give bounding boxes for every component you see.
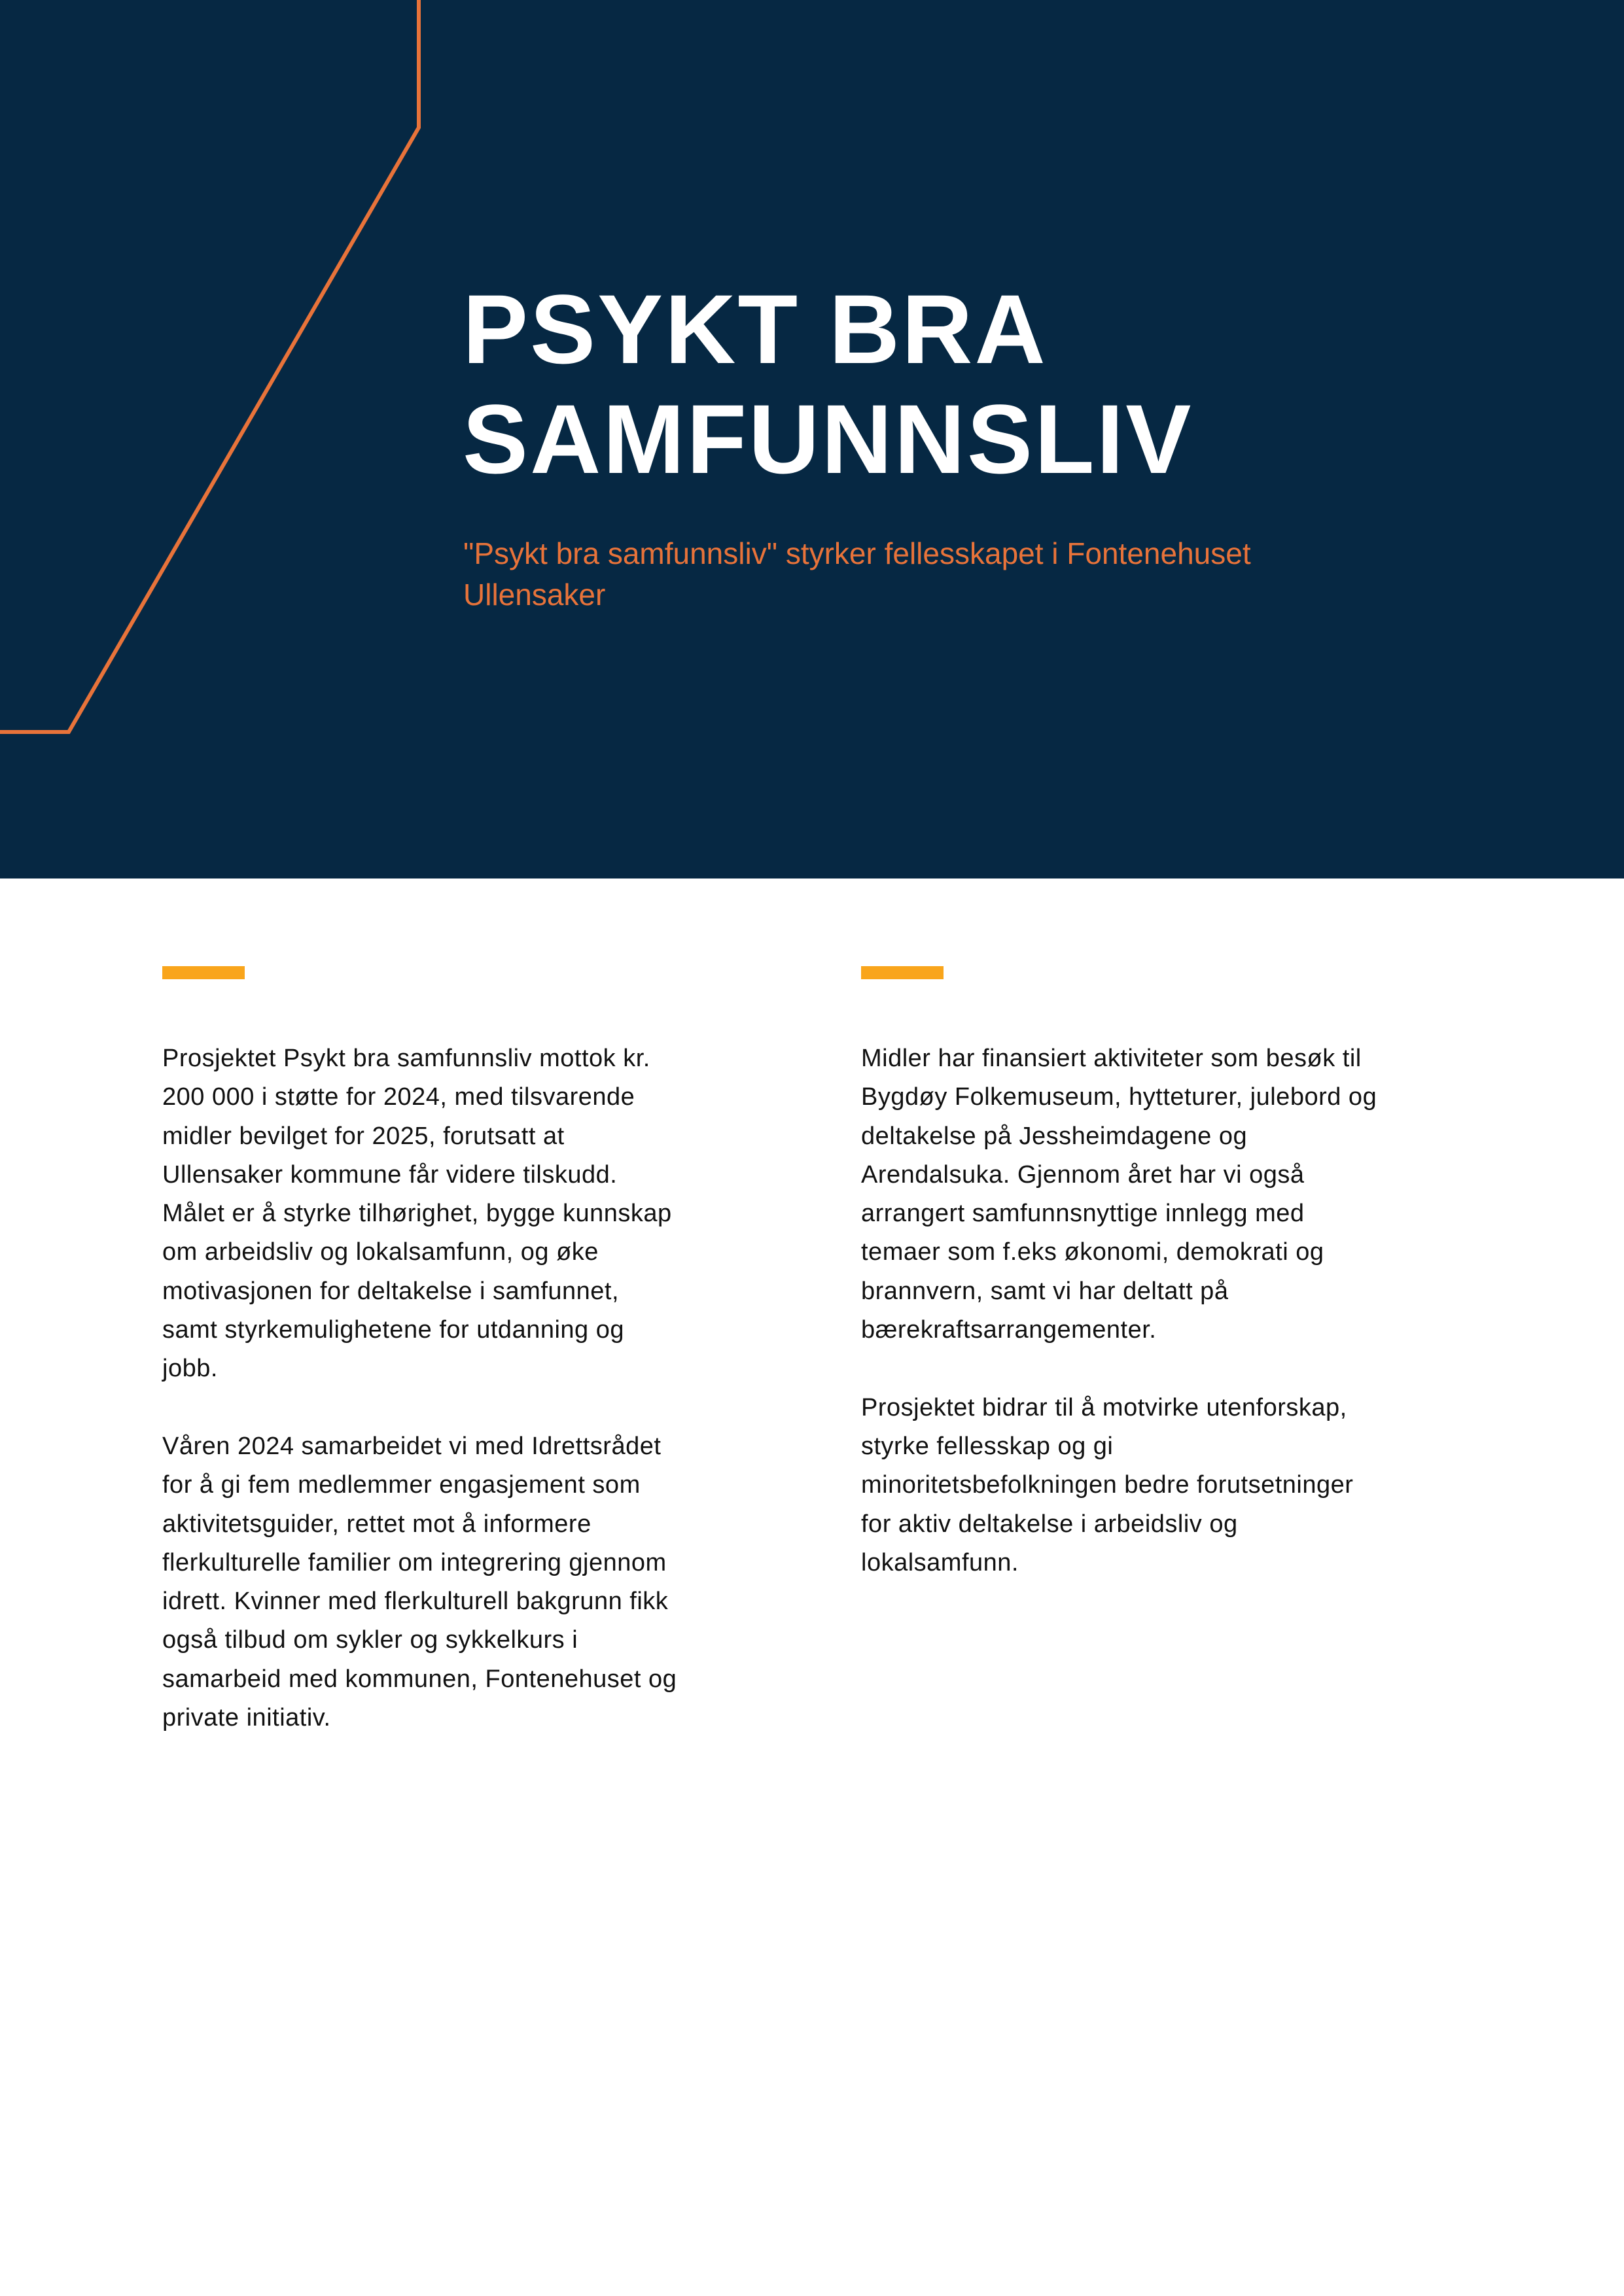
paragraph-line: for aktiv deltakelse i arbeidsliv og — [861, 1510, 1238, 1538]
paragraph-line: 200 000 i støtte for 2024, med tilsvarende — [162, 1083, 635, 1111]
paragraph-line: minoritetsbefolkningen bedre forutsetninger — [861, 1471, 1354, 1499]
page-title — [463, 274, 1193, 494]
paragraph-line: idrett. Kvinner med flerkulturell bakgrunn fikk — [162, 1588, 669, 1616]
paragraph-line: flerkulturelle familier om integrering gjennom — [162, 1548, 667, 1576]
header-banner — [0, 0, 1624, 878]
left-column — [162, 1039, 677, 1777]
paragraph-line: jobb. — [162, 1355, 218, 1383]
paragraph-line: Bygdøy Folkemuseum, hytteturer, julebord og — [861, 1083, 1377, 1111]
subtitle-line: "Psykt bra samfunnsliv" styrker fellesskapet i Fontenehuset — [463, 536, 1251, 570]
paragraph-line: om arbeidsliv og lokalsamfunn, og øke — [162, 1238, 599, 1266]
paragraph-line: temaer som f.eks økonomi, demokrati og — [861, 1238, 1324, 1266]
paragraph-line: Ullensaker kommune får videre tilskudd. — [162, 1160, 618, 1189]
title-line: SAMFUNNSLIV — [463, 384, 1193, 494]
paragraph-line: deltakelse på Jessheimdagene og — [861, 1122, 1248, 1150]
paragraph-line: midler bevilget for 2025, forutsatt at — [162, 1122, 565, 1150]
paragraph-line: Midler har finansiert aktiviteter som besøk til — [861, 1045, 1362, 1072]
body-paragraph — [861, 1039, 1377, 1349]
paragraph-line: Våren 2024 samarbeidet vi med Idrettsrådet — [162, 1432, 662, 1460]
right-column — [861, 1039, 1377, 1621]
subtitle-line: Ullensaker — [463, 578, 606, 612]
left-accent-bar — [162, 966, 245, 979]
paragraph-line: lokalsamfunn. — [861, 1548, 1019, 1576]
paragraph-line: Prosjektet Psykt bra samfunnsliv mottok kr. — [162, 1045, 650, 1072]
body-paragraph — [162, 1039, 677, 1389]
body-paragraph — [162, 1427, 677, 1737]
paragraph-line: Målet er å styrke tilhørighet, bygge kunnskap — [162, 1200, 672, 1228]
paragraph-line: styrke fellesskap og gi — [861, 1432, 1114, 1460]
paragraph-line: Arendalsuka. Gjennom året har vi også — [861, 1160, 1305, 1189]
paragraph-line: bærekraftsarrangementer. — [861, 1316, 1157, 1344]
subtitle — [463, 533, 1251, 616]
right-accent-bar — [861, 966, 944, 979]
title-line: PSYKT BRA — [463, 274, 1048, 384]
decorative-orange-line — [0, 0, 458, 739]
paragraph-line: samt styrkemulighetene for utdanning og — [162, 1316, 625, 1344]
paragraph-line: motivasjonen for deltakelse i samfunnet, — [162, 1277, 620, 1305]
paragraph-line: Prosjektet bidrar til å motvirke utenforskap, — [861, 1393, 1347, 1421]
paragraph-line: samarbeid med kommunen, Fontenehuset og — [162, 1665, 677, 1693]
paragraph-line: arrangert samfunnsnyttige innlegg med — [861, 1200, 1305, 1228]
paragraph-line: brannvern, samt vi har deltatt på — [861, 1277, 1229, 1305]
body-paragraph — [861, 1389, 1377, 1582]
paragraph-line: aktivitetsguider, rettet mot å informere — [162, 1510, 591, 1538]
paragraph-line: private initiativ. — [162, 1704, 331, 1732]
paragraph-line: også tilbud om sykler og sykkelkurs i — [162, 1626, 578, 1654]
paragraph-line: for å gi fem medlemmer engasjement som — [162, 1471, 641, 1499]
